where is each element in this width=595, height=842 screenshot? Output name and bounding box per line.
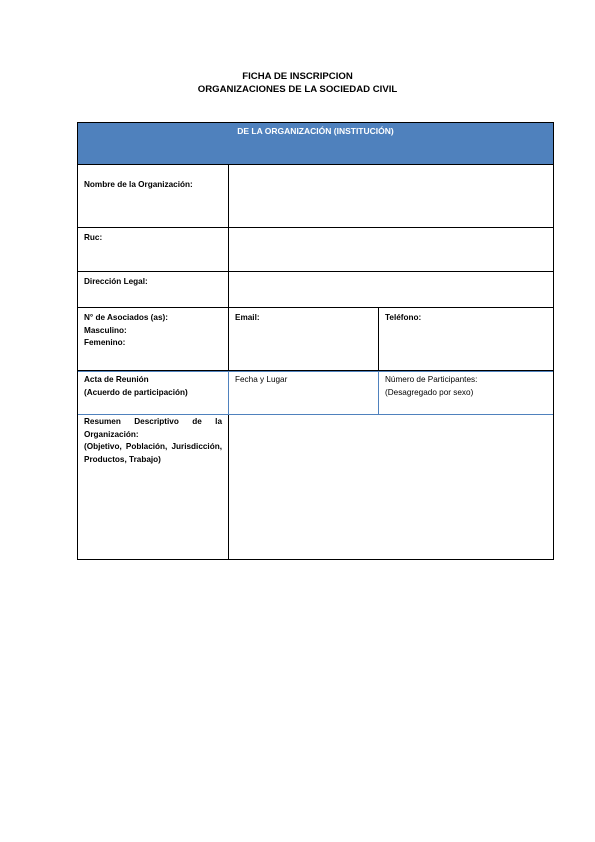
direccion-label: Dirección Legal: bbox=[78, 272, 229, 307]
asociados-label: N° de Asociados (as): Masculino: Femenino: bbox=[78, 308, 229, 370]
row-direccion bbox=[78, 272, 553, 308]
email-label: Email: bbox=[235, 313, 260, 322]
resumen-field[interactable] bbox=[229, 415, 553, 559]
registration-form bbox=[77, 122, 554, 560]
nombre-label: Nombre de la Organización: bbox=[78, 165, 229, 227]
resumen-label: Resumen Descriptivo de la Organización: (Objetivo, Población, Jurisdicción, Productos, Trabajo) bbox=[78, 415, 229, 559]
email-field[interactable] bbox=[229, 308, 379, 370]
nombre-field[interactable] bbox=[229, 165, 553, 227]
participantes-label-2: (Desagregado por sexo) bbox=[385, 387, 474, 397]
title-line-2: ORGANIZACIONES DE LA SOCIEDAD CIVIL bbox=[197, 83, 398, 95]
participantes-label-1: Número de Participantes: bbox=[385, 375, 478, 384]
row-resumen bbox=[78, 415, 553, 559]
row-nombre bbox=[78, 165, 553, 228]
row-asociados bbox=[78, 308, 553, 371]
title-line-1: FICHA DE INSCRIPCION bbox=[242, 71, 353, 82]
acta-label: Acta de Reunión (Acuerdo de participación) bbox=[78, 372, 229, 414]
fecha-lugar-label: Fecha y Lugar bbox=[235, 375, 288, 384]
form-title bbox=[0, 71, 595, 96]
row-ruc bbox=[78, 228, 553, 272]
participantes-field[interactable] bbox=[379, 372, 553, 414]
ruc-field[interactable] bbox=[229, 228, 553, 271]
section-header: DE LA ORGANIZACIÓN (INSTITUCIÓN) bbox=[78, 123, 553, 165]
telefono-field[interactable] bbox=[379, 308, 553, 370]
direccion-field[interactable] bbox=[229, 272, 553, 307]
ruc-label: Ruc: bbox=[78, 228, 229, 271]
fecha-lugar-field[interactable] bbox=[229, 372, 379, 414]
row-acta bbox=[78, 371, 553, 415]
telefono-label: Teléfono: bbox=[385, 313, 422, 322]
